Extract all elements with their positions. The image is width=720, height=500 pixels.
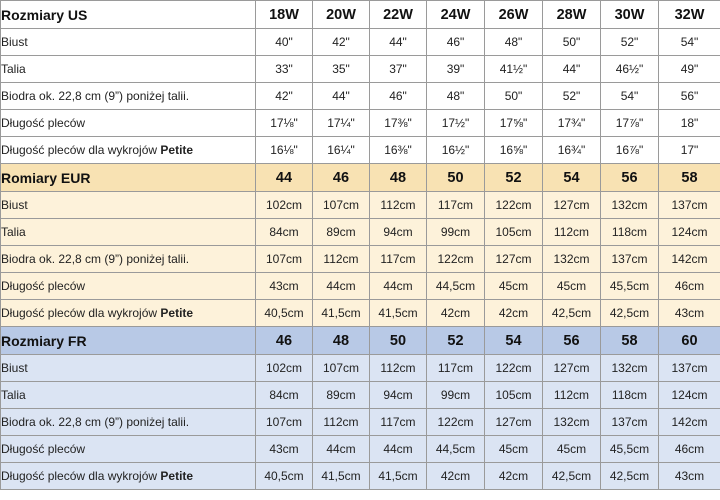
size-label: 58 [659,164,720,192]
size-label: 28W [543,1,601,29]
measurement-label [1,382,256,409]
measurement-value: 52" [543,83,601,110]
size-label: 48 [370,164,427,192]
measurement-value: 41,5cm [313,300,370,327]
measurement-label-text: Talia [1,62,26,76]
measurement-value: 44" [543,56,601,83]
measurement-value: 17¾" [543,110,601,137]
table-row [1,56,720,83]
table-row [1,382,720,409]
measurement-value: 42,5cm [543,463,601,490]
measurement-value: 94cm [370,382,427,409]
section-title: Rozmiary US [1,1,256,29]
measurement-value: 117cm [370,246,427,273]
measurement-value: 50" [543,29,601,56]
measurement-label [1,110,256,137]
measurement-label-text: Długość pleców [1,116,86,130]
measurement-value: 44cm [370,273,427,300]
measurement-value: 17⅜" [370,110,427,137]
measurement-label [1,219,256,246]
measurement-value: 37" [370,56,427,83]
measurement-label-petite: Petite [160,306,194,320]
table-row [1,409,720,436]
measurement-value: 122cm [485,192,543,219]
measurement-value: 137cm [659,355,720,382]
size-label: 32W [659,1,720,29]
measurement-label [1,192,256,219]
measurement-value: 42" [313,29,370,56]
measurement-value: 16½" [427,137,485,164]
measurement-value: 122cm [427,246,485,273]
measurement-value: 49" [659,56,720,83]
measurement-value: 35" [313,56,370,83]
measurement-value: 17⅛" [256,110,313,137]
measurement-value: 48" [427,83,485,110]
size-label: 22W [370,1,427,29]
measurement-value: 33" [256,56,313,83]
measurement-value: 45cm [485,273,543,300]
size-label: 46 [313,164,370,192]
measurement-label-text: Biust [1,35,28,49]
measurement-value: 44,5cm [427,273,485,300]
measurement-value: 46cm [659,273,720,300]
measurement-value: 50" [485,83,543,110]
measurement-value: 42,5cm [543,300,601,327]
measurement-value: 18" [659,110,720,137]
table-row [1,192,720,219]
measurement-label [1,83,256,110]
measurement-label-text: Biodra ok. 22,8 cm (9”) poniżej talii. [1,252,190,266]
measurement-value: 56" [659,83,720,110]
measurement-value: 124cm [659,219,720,246]
measurement-value: 142cm [659,246,720,273]
measurement-value: 40" [256,29,313,56]
measurement-value: 16¾" [543,137,601,164]
measurement-value: 43cm [256,436,313,463]
measurement-value: 107cm [313,192,370,219]
table-row [1,110,720,137]
measurement-label-text: Biust [1,361,28,375]
measurement-label-text: Talia [1,388,26,402]
table-row [1,83,720,110]
measurement-label-text: Biust [1,198,28,212]
measurement-label-text: Biodra ok. 22,8 cm (9”) poniżej talii. [1,89,190,103]
size-label: 52 [427,327,485,355]
measurement-value: 54" [659,29,720,56]
measurement-value: 43cm [256,273,313,300]
measurement-value: 132cm [543,246,601,273]
table-row [1,273,720,300]
measurement-label-petite: Petite [160,143,194,157]
measurement-label-text: Talia [1,225,26,239]
measurement-label-text: Długość pleców dla wykrojów [1,306,158,320]
measurement-value: 42cm [427,300,485,327]
measurement-value: 99cm [427,382,485,409]
size-label: 44 [256,164,313,192]
measurement-value: 132cm [543,409,601,436]
size-label: 30W [601,1,659,29]
measurement-value: 107cm [313,355,370,382]
measurement-value: 117cm [370,409,427,436]
table-row [1,219,720,246]
measurement-value: 84cm [256,382,313,409]
size-label: 18W [256,1,313,29]
measurement-value: 42,5cm [601,300,659,327]
table-row [1,29,720,56]
measurement-value: 44cm [313,436,370,463]
measurement-value: 94cm [370,219,427,246]
measurement-value: 42cm [485,463,543,490]
measurement-label-petite: Petite [160,469,194,483]
measurement-value: 17⅝" [485,110,543,137]
measurement-value: 137cm [659,192,720,219]
measurement-label [1,355,256,382]
measurement-label [1,56,256,83]
measurement-value: 118cm [601,382,659,409]
measurement-value: 40,5cm [256,300,313,327]
measurement-value: 43cm [659,300,720,327]
measurement-value: 17½" [427,110,485,137]
measurement-value: 84cm [256,219,313,246]
measurement-label-text: Długość pleców dla wykrojów [1,143,158,157]
section-header-fr [1,327,720,355]
size-label: 24W [427,1,485,29]
section-header-us [1,1,720,29]
measurement-value: 102cm [256,192,313,219]
measurement-value: 46½" [601,56,659,83]
measurement-value: 112cm [543,219,601,246]
measurement-value: 48" [485,29,543,56]
table-row [1,137,720,164]
measurement-value: 132cm [601,192,659,219]
measurement-value: 42cm [427,463,485,490]
measurement-label-text: Biodra ok. 22,8 cm (9”) poniżej talii. [1,415,190,429]
measurement-value: 17" [659,137,720,164]
measurement-value: 112cm [313,409,370,436]
measurement-value: 89cm [313,382,370,409]
measurement-value: 112cm [543,382,601,409]
measurement-value: 39" [427,56,485,83]
measurement-value: 122cm [427,409,485,436]
measurement-value: 16⅜" [370,137,427,164]
measurement-value: 124cm [659,382,720,409]
measurement-value: 44" [313,83,370,110]
measurement-value: 107cm [256,409,313,436]
measurement-value: 127cm [543,192,601,219]
measurement-value: 112cm [313,246,370,273]
measurement-label-text: Długość pleców [1,442,86,456]
measurement-value: 41,5cm [370,300,427,327]
measurement-value: 102cm [256,355,313,382]
measurement-value: 45cm [543,273,601,300]
measurement-label [1,463,256,490]
measurement-label [1,29,256,56]
measurement-value: 105cm [485,219,543,246]
measurement-value: 16⅝" [485,137,543,164]
measurement-value: 44" [370,29,427,56]
measurement-value: 41,5cm [313,463,370,490]
measurement-value: 46" [370,83,427,110]
measurement-value: 127cm [485,409,543,436]
measurement-value: 99cm [427,219,485,246]
measurement-value: 42" [256,83,313,110]
section-title: Romiary EUR [1,164,256,192]
size-label: 56 [543,327,601,355]
measurement-value: 127cm [543,355,601,382]
table-row [1,300,720,327]
size-label: 46 [256,327,313,355]
size-label: 58 [601,327,659,355]
measurement-value: 54" [601,83,659,110]
size-label: 20W [313,1,370,29]
measurement-value: 45cm [543,436,601,463]
measurement-value: 117cm [427,355,485,382]
size-chart-body [1,1,720,490]
measurement-value: 127cm [485,246,543,273]
measurement-value: 45cm [485,436,543,463]
table-row [1,436,720,463]
size-label: 54 [543,164,601,192]
table-row [1,246,720,273]
measurement-value: 117cm [427,192,485,219]
measurement-label [1,137,256,164]
measurement-value: 118cm [601,219,659,246]
measurement-value: 41,5cm [370,463,427,490]
measurement-value: 42,5cm [601,463,659,490]
size-label: 50 [427,164,485,192]
measurement-label [1,273,256,300]
measurement-label [1,300,256,327]
measurement-value: 132cm [601,355,659,382]
measurement-value: 137cm [601,409,659,436]
table-row [1,355,720,382]
measurement-value: 44cm [313,273,370,300]
measurement-value: 45,5cm [601,436,659,463]
measurement-value: 44cm [370,436,427,463]
measurement-value: 16⅛" [256,137,313,164]
measurement-label [1,246,256,273]
size-label: 50 [370,327,427,355]
measurement-label-text: Długość pleców [1,279,86,293]
measurement-value: 142cm [659,409,720,436]
measurement-value: 122cm [485,355,543,382]
size-label: 60 [659,327,720,355]
measurement-label [1,409,256,436]
measurement-value: 89cm [313,219,370,246]
measurement-value: 44,5cm [427,436,485,463]
measurement-value: 40,5cm [256,463,313,490]
measurement-value: 41½" [485,56,543,83]
measurement-value: 17¼" [313,110,370,137]
measurement-value: 112cm [370,192,427,219]
measurement-value: 16⅞" [601,137,659,164]
table-row [1,463,720,490]
measurement-value: 46" [427,29,485,56]
size-label: 26W [485,1,543,29]
section-title: Rozmiary FR [1,327,256,355]
measurement-value: 137cm [601,246,659,273]
measurement-value: 46cm [659,436,720,463]
measurement-value: 45,5cm [601,273,659,300]
measurement-value: 52" [601,29,659,56]
size-label: 56 [601,164,659,192]
measurement-value: 17⅞" [601,110,659,137]
size-label: 54 [485,327,543,355]
measurement-value: 112cm [370,355,427,382]
measurement-value: 105cm [485,382,543,409]
measurement-value: 16¼" [313,137,370,164]
section-header-eur [1,164,720,192]
measurement-label [1,436,256,463]
measurement-value: 43cm [659,463,720,490]
measurement-value: 107cm [256,246,313,273]
measurement-value: 42cm [485,300,543,327]
measurement-label-text: Długość pleców dla wykrojów [1,469,158,483]
size-label: 52 [485,164,543,192]
size-label: 48 [313,327,370,355]
